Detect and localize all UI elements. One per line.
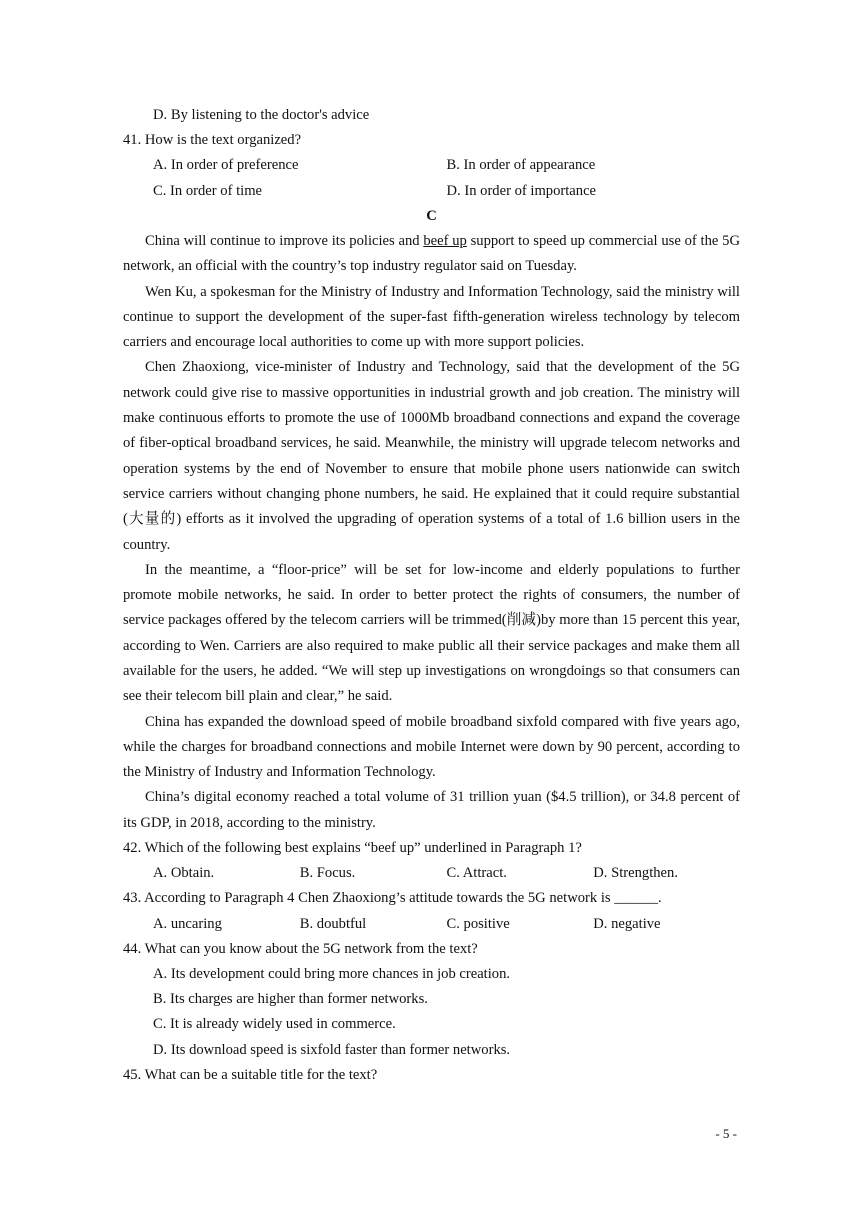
question-42-options bbox=[123, 861, 740, 886]
question-41-option-c: C. In order of time bbox=[153, 182, 263, 199]
question-42-option-a: A. Obtain. bbox=[153, 865, 215, 882]
passage-paragraph-1 bbox=[123, 229, 740, 280]
passage-title: C bbox=[426, 207, 437, 224]
question-41: 41. How is the text organized? bbox=[123, 132, 302, 149]
passage-paragraph-3: Chen Zhaoxiong, vice-minister of Industry and Technology, said that the development of the 5G network could give rise to massive opportunities in industrial growth and job creation. The ministry will make continuous efforts to promote the use of 1000Mb broadband connections and expand the coverage of fiber-optical broadband services, he said. Meanwhile, the ministry will upgrade telecom networks and operation systems by the end of November to ensure that mobile phone users nationwide can switch service carriers without changing phone numbers, he said. He explained that it could require substantial (大量的) efforts as it involved the upgrading of operation systems of a total of 1.6 billion users in the country. bbox=[123, 359, 740, 553]
paragraph-1-text-after: support to speed up commercial use of the 5G network, an official with the country’s top industry regulator said on Tuesday. bbox=[123, 232, 740, 275]
question-44-option-d: D. Its download speed is sixfold faster than former networks. bbox=[153, 1041, 511, 1058]
question-42: 42. Which of the following best explains “beef up” underlined in Paragraph 1? bbox=[123, 840, 582, 857]
question-41-options-row-2 bbox=[123, 179, 740, 204]
question-41-option-a: A. In order of preference bbox=[153, 157, 299, 174]
question-43-option-d: D. negative bbox=[593, 915, 661, 932]
question-43-option-a: A. uncaring bbox=[153, 915, 222, 932]
question-44-option-b: B. Its charges are higher than former networks. bbox=[153, 991, 428, 1008]
paragraph-1-text-before: China will continue to improve its policies and bbox=[145, 232, 424, 249]
question-43-options bbox=[123, 912, 740, 937]
previous-option-d: D. By listening to the doctor's advice bbox=[153, 107, 370, 123]
page-content bbox=[123, 103, 740, 1088]
question-43-option-b: B. doubtful bbox=[299, 915, 367, 932]
passage-paragraph-6: China’s digital economy reached a total volume of 31 trillion yuan ($4.5 trillion), or 34.8 percent of its GDP, in 2018, according to the ministry. bbox=[123, 789, 740, 831]
passage-paragraph-4: In the meantime, a “floor-price” will be set for low-income and elderly populations to further promote mobile networks, he said. In order to better protect the rights of consumers, the number of service packages offered by the telecom carriers will be trimmed(削减)by more than 15 percent this year, according to Wen. Carriers are also required to make public all their service packages and make them all available for the users, he added. “We will step up investigations on wrongdoings so that consumers can see their telecom bill plain and clear,” he said. bbox=[123, 561, 740, 705]
passage-paragraph-2: Wen Ku, a spokesman for the Ministry of Industry and Information Technology, said the ministry will continue to support the development of the super-fast fifth-generation wireless technology by telecom carriers and encourage local authorities to come up with more support policies. bbox=[123, 283, 740, 351]
question-43: 43. According to Paragraph 4 Chen Zhaoxiong’s attitude towards the 5G network is ______. bbox=[123, 890, 662, 907]
question-42-option-d: D. Strengthen. bbox=[593, 865, 678, 882]
question-43-option-c: C. positive bbox=[446, 915, 510, 932]
question-44: 44. What can you know about the 5G network from the text? bbox=[123, 940, 478, 957]
question-41-options-row-1 bbox=[123, 153, 740, 178]
question-41-option-d: D. In order of importance bbox=[446, 182, 597, 199]
question-41-option-b: B. In order of appearance bbox=[446, 157, 596, 174]
question-44-option-c: C. It is already widely used in commerce. bbox=[153, 1016, 396, 1033]
question-44-option-a: A. Its development could bring more chances in job creation. bbox=[153, 966, 511, 982]
question-45: 45. What can be a suitable title for the text? bbox=[123, 1066, 378, 1083]
question-42-option-c: C. Attract. bbox=[446, 865, 507, 882]
question-42-option-b: B. Focus. bbox=[299, 865, 356, 882]
underlined-phrase: beef up bbox=[423, 232, 467, 249]
page-number: - 5 - bbox=[715, 1126, 737, 1141]
passage-paragraph-5: China has expanded the download speed of mobile broadband sixfold compared with five years ago, while the charges for broadband connections and mobile Internet were down by 90 percent, according to the Ministry of Industry and Information Technology. bbox=[123, 713, 740, 781]
